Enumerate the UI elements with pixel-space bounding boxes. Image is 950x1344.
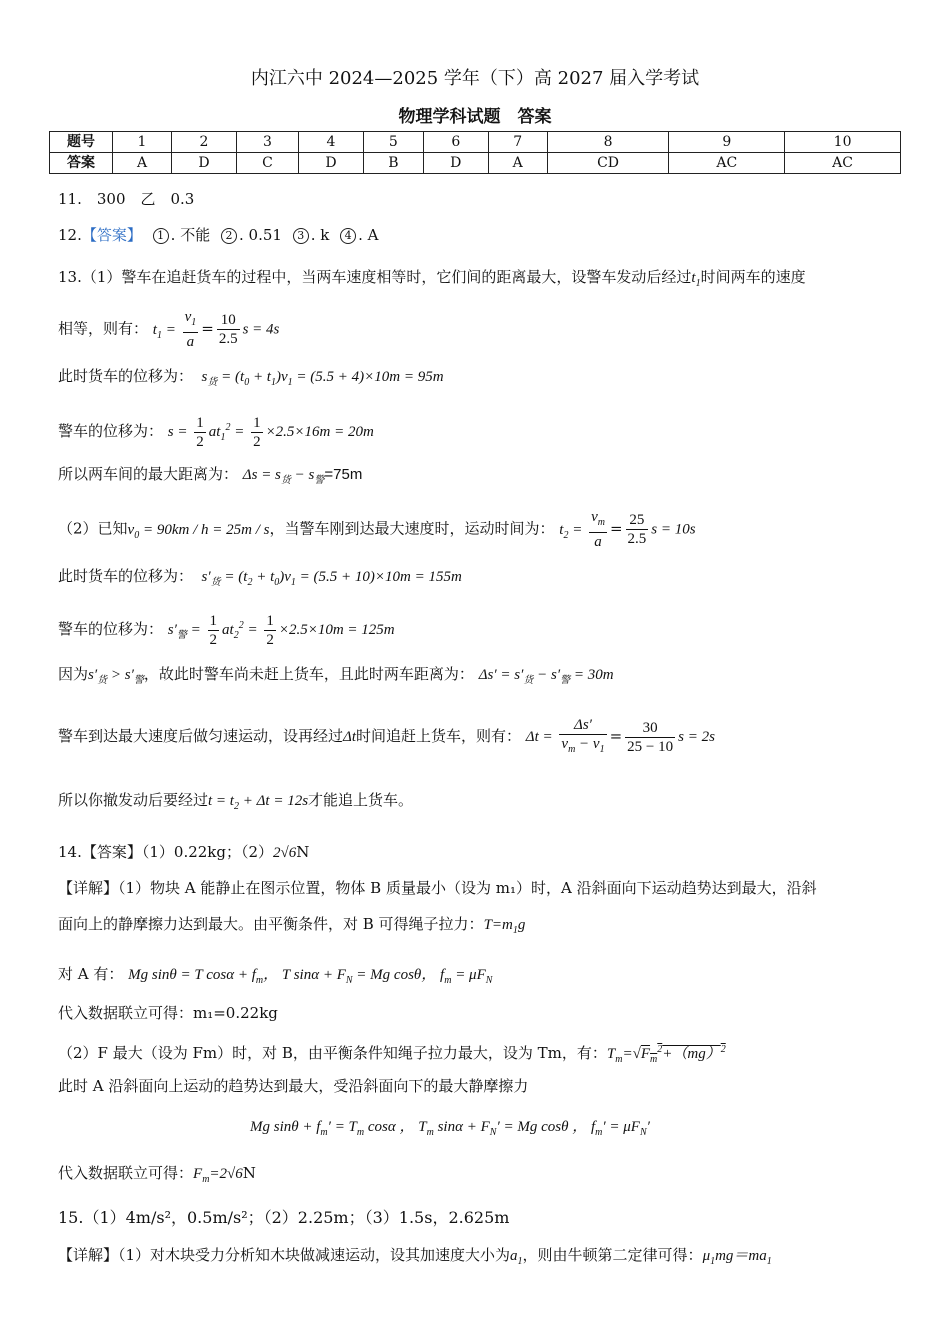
- fraction: $\frac{10}{2.5}$: [218, 312, 238, 347]
- text: 警车的位移为：: [58, 422, 164, 440]
- math: Mg $\sin\theta + f_m' = T_m$ cosα ， $T_m$ $\sin\alpha + F_N' = Mg$ cosθ ， $f_m' = \mu F_N'$: [250, 1119, 650, 1138]
- text: 面向上的静摩擦力达到最大。由平衡条件，对 B 可得绳子拉力：: [58, 915, 484, 933]
- table-cell: A: [488, 153, 547, 174]
- table-cell: D: [172, 153, 237, 174]
- text: 14.【答案】（1）0.22kg；（2）: [58, 843, 274, 861]
- table-cell: AC: [669, 153, 785, 174]
- text: 相等，则有：: [58, 319, 149, 338]
- text: =75m: [324, 466, 363, 483]
- table-cell: CD: [547, 153, 669, 174]
- q14-detail: [58, 1040, 726, 1070]
- table-row-numbers: [50, 132, 901, 153]
- table-header-cell: 答案: [50, 153, 113, 174]
- q13-line: [58, 715, 715, 757]
- math: $t_2$ =: [559, 521, 587, 541]
- math: s = 4s: [242, 321, 280, 338]
- math: 2√6: [273, 845, 297, 861]
- answer-table: [49, 131, 901, 174]
- math: $\Delta s = s_货 - s_警$: [242, 467, 325, 486]
- q14-detail: 此时 A 沿斜面向上运动的趋势达到最大，受沿斜面向下的最大静摩擦力: [58, 1077, 529, 1095]
- math: =: [609, 519, 623, 538]
- math: $\mu_1mg=ma_1$: [702, 1248, 772, 1267]
- math: s = 2s: [678, 729, 715, 745]
- q14-detail: 代入数据联立可得：m₁=0.22kg: [58, 1004, 278, 1022]
- q12-item: . A: [358, 226, 379, 244]
- text: ，故此时警车尚未赶上货车，且此时两车距离为：: [143, 665, 474, 683]
- math: s = 10s: [651, 521, 696, 538]
- math: $t = t_2 + \Delta t = 12s$: [208, 793, 309, 812]
- answer-tag: 【答案】: [81, 226, 142, 244]
- q13-para: [58, 267, 806, 294]
- text: 才能追上货车。: [308, 791, 414, 809]
- text: 所以两车间的最大距离为：: [58, 465, 239, 483]
- page-title: 内江六中 2024—2025 学年（下）高 2027 届入学考试: [250, 68, 700, 89]
- text: 警车的位移为：: [58, 620, 164, 638]
- fraction: $\frac{1}{2}$: [209, 612, 218, 648]
- page-subtitle: 物理学科试题 答案: [398, 107, 552, 127]
- circled-number: 2: [221, 228, 237, 244]
- math: $s_货 = (t_0 + t_1)v_1 = (5.5 + 4)\times 10m = 95m$: [197, 369, 444, 388]
- q14-answer: [58, 842, 309, 863]
- math: $T_m=√F_m^2+(mg)^2$: [606, 1044, 726, 1065]
- circled-number: 3: [293, 228, 309, 244]
- table-cell: C: [236, 153, 298, 174]
- math: ×2.5×16m = 20m: [265, 424, 374, 440]
- fraction: $\frac{\Delta s'}{v_m - v_1}$: [561, 716, 605, 755]
- math: ×2.5×10m = 125m: [278, 622, 395, 638]
- math: $a_1$: [510, 1248, 523, 1267]
- table-cell: 6: [423, 132, 488, 153]
- text: 13.（1）警车在追赶货车的过程中，当两车速度相等时，它们间的距离最大，设警车发动后经过: [58, 268, 692, 286]
- q13-line: [58, 408, 374, 448]
- table-cell: D: [423, 153, 488, 174]
- math: Δt =: [525, 729, 557, 745]
- math: $s'_警$ =: [167, 622, 205, 641]
- q11-answer: 11. 300 乙 0.3: [58, 190, 195, 208]
- math: $T=m_1g$: [483, 917, 526, 936]
- text: 此时货车的位移为：: [58, 567, 194, 585]
- q12-answer: [58, 225, 379, 245]
- q15-detail: [58, 1245, 772, 1272]
- text: 此时货车的位移为：: [58, 367, 194, 385]
- text: 时间两车的速度: [700, 268, 806, 286]
- circled-number: 4: [340, 228, 356, 244]
- q13-line: [58, 664, 614, 691]
- text: 所以你撤发动后要经过: [58, 791, 209, 809]
- table-cell: 5: [363, 132, 423, 153]
- text: （2）F 最大（设为 Fm）时，对 B，由平衡条件知绳子拉力最大，设为 Tm，有：: [58, 1044, 607, 1062]
- table-cell: 3: [236, 132, 298, 153]
- fraction: $\frac{1}{2}$: [266, 612, 274, 648]
- table-cell: 8: [547, 132, 669, 153]
- fraction: $\frac{30}{25 - 10}$: [627, 719, 674, 755]
- text: 代入数据联立可得：: [58, 1164, 194, 1182]
- math: =: [201, 319, 214, 338]
- table-cell: 1: [113, 132, 172, 153]
- math: s =: [167, 424, 192, 440]
- text: 对 A 有：: [58, 965, 124, 983]
- math: $t_1$: [691, 270, 701, 289]
- math: $\Delta s' = s'_货 - s'_警 = 30m$: [478, 667, 614, 686]
- text: ，当警车刚到达最大速度时，运动时间为：: [269, 519, 555, 538]
- text: （2）已知: [58, 519, 128, 538]
- text: 警车到达最大速度后做匀速运动，设再经过: [58, 727, 344, 745]
- table-cell: 2: [172, 132, 237, 153]
- table-cell: 7: [488, 132, 547, 153]
- table-cell: D: [299, 153, 364, 174]
- math: Δt: [343, 729, 356, 745]
- q12-item: . k: [310, 226, 330, 244]
- q14-detail: [58, 1163, 256, 1190]
- math: $t_1$ =: [152, 321, 180, 341]
- q13-line: [58, 606, 395, 646]
- q12-number: 12.: [58, 226, 82, 244]
- fraction: $\frac{25}{2.5}$: [627, 512, 647, 547]
- math: Mg sinθ = T $\cos\alpha + f_m$， T $\sin\alpha + F_N = Mg$ cosθ， $f_m = \mu F_N$: [128, 967, 493, 986]
- math: $F_m=2√6$: [193, 1166, 243, 1185]
- table-cell: AC: [785, 153, 901, 174]
- table-cell: 9: [669, 132, 785, 153]
- fraction: $\frac{v_1}{a}$: [184, 309, 197, 350]
- math: $v_0 = 90km / h = 25m / s$: [127, 521, 270, 541]
- fraction: $\frac{1}{2}$: [253, 414, 261, 450]
- q12-item: . 不能: [170, 226, 211, 244]
- q13-eq-t1: [58, 308, 279, 348]
- math: =: [609, 727, 623, 745]
- q13-line: [58, 790, 413, 817]
- math: $s'_货 = (t_2 + t_0)v_1 = (5.5 + 10)\times 10m = 155m$: [197, 569, 462, 588]
- math: $at_1^2$ =: [208, 422, 249, 443]
- q14-detail: [58, 964, 492, 991]
- q12-item: . 0.51: [238, 226, 282, 244]
- fraction: $\frac{1}{2}$: [196, 414, 204, 450]
- table-cell: 10: [785, 132, 901, 153]
- text: ，则由牛顿第二定律可得：: [522, 1246, 703, 1264]
- q14-equation: [250, 1116, 650, 1143]
- text: 【详解】（1）对木块受力分析知木块做减速运动，设其加速度大小为: [58, 1246, 511, 1264]
- math: N: [242, 1164, 256, 1182]
- q13-line: [58, 366, 444, 393]
- table-cell: A: [113, 153, 172, 174]
- table-row-answers: [50, 153, 901, 174]
- q13-line: [58, 508, 696, 548]
- fraction: $\frac{v_m}{a}$: [591, 509, 605, 550]
- circled-number: 1: [153, 228, 169, 244]
- q15-answer: 15.（1）4m/s²，0.5m/s²；（2）2.25m；（3）1.5s，2.625m: [58, 1208, 510, 1227]
- math: $s'_货 > s'_警$: [88, 667, 144, 686]
- text: 时间追赶上货车，则有：: [356, 727, 522, 745]
- math: $at_2^2$ =: [222, 620, 262, 641]
- table-cell: B: [363, 153, 423, 174]
- q14-detail: 【详解】（1）物块 A 能静止在图示位置，物体 B 质量最小（设为 m₁）时，A 沿斜面向下运动趋势达到最大，沿斜: [58, 879, 817, 897]
- q13-line: [58, 566, 462, 593]
- math: N: [296, 843, 310, 861]
- text: 因为: [58, 665, 89, 683]
- q13-line: [58, 464, 362, 491]
- table-header-cell: 题号: [50, 132, 113, 153]
- q14-detail: [58, 914, 525, 941]
- table-cell: 4: [299, 132, 364, 153]
